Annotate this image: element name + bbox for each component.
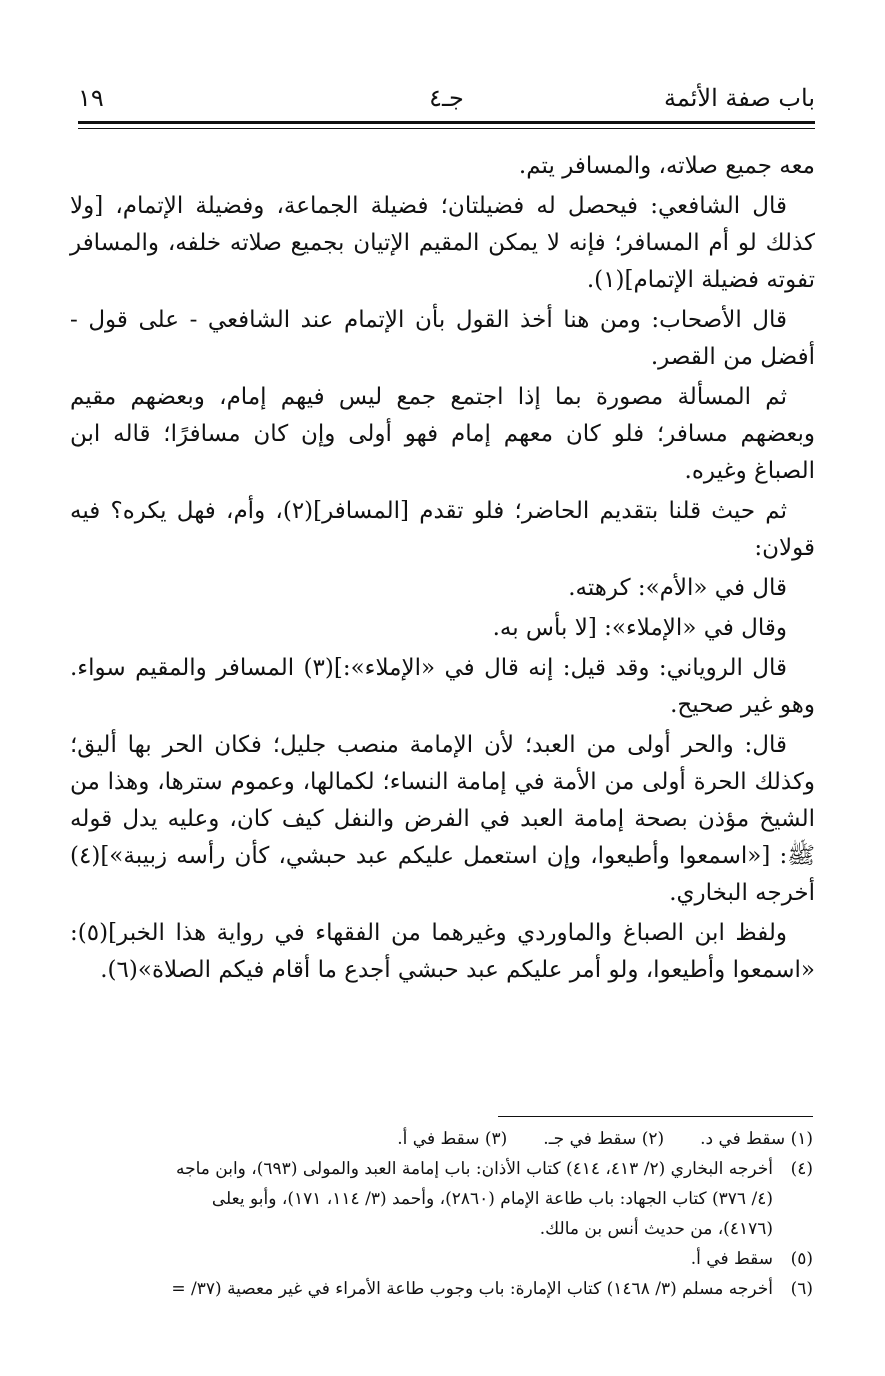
header-rule-thin [78, 128, 815, 129]
paragraph: قال: والحر أولى من العبد؛ لأن الإمامة منصب جليل؛ فكان الحر بها أليق؛ وكذلك الحرة أولى من الأمة في إمامة النساء؛ لكمالها، وعموم سترها، وهذا من الشيخ مؤذن بصحة إمامة العبد في الفرض والنفل كيف كان، وعليه يدل قوله ﷺ: [«اسمعوا وأطيعوا، وإن استعمل عليكم عبد حبشي، كأن رأسه زبيبة»](٤) أخرجه البخاري. [70, 732, 815, 906]
footnote-text: أخرجه البخاري (٢/ ٤١٣، ٤١٤) كتاب الأذان: باب إمامة العبد والمولى (٦٩٣)، وابن ماجه [175, 1159, 773, 1179]
paragraph: ثم حيث قلنا بتقديم الحاضر؛ فلو تقدم [المسافر](٢)، وأم، فهل يكره؟ فيه قولان: [70, 498, 815, 561]
footnote-2 [543, 1124, 664, 1154]
footnote-number: (٢) [641, 1129, 665, 1149]
paragraph: قال في «الأم»: كرهته. [568, 575, 787, 601]
paragraph: قال الشافعي: فيحصل له فضيلتان؛ فضيلة الجماعة، وفضيلة الإتمام، [ولا كذلك لو أم المسافر؛ فإنه لا يمكن المقيم الإتيان بجميع صلاته خلفه، والمسافر تفوته فضيلة الإتمام](١). [70, 193, 815, 293]
footnote-number: (٦) [790, 1279, 813, 1299]
footnotes [50, 1124, 813, 1304]
header-rule-thick [78, 121, 815, 124]
footnote-number: (٤) [790, 1159, 813, 1179]
paragraph: وقال في «الإملاء»: [لا بأس به. [492, 615, 787, 641]
footnote-row [50, 1124, 813, 1154]
main-text [70, 148, 815, 992]
paragraph: ولفظ ابن الصباغ والماوردي وغيرهما من الفقهاء في رواية هذا الخبر](٥): «اسمعوا وأطيعوا، ولو أمر عليكم عبد حبشي أجدع ما أقام فيكم الصلاة»(٦). [70, 920, 815, 983]
running-head [78, 84, 815, 120]
footnote-text: سقط في د. [700, 1129, 786, 1149]
chapter-title: باب صفة الأئمة [663, 84, 815, 112]
paragraph: ثم المسألة مصورة بما إذا اجتمع جمع ليس فيهم إمام، وبعضهم مقيم وبعضهم مسافر؛ فلو كان معهم إمام فهو أولى وإن كان مسافرًا؛ قاله ابن الصباغ وغيره. [70, 384, 815, 484]
footnote-6 [50, 1274, 813, 1304]
footnote-text: سقط في أ. [690, 1249, 773, 1269]
footnote-text: أخرجه مسلم (٣/ ١٤٦٨) كتاب الإمارة: باب وجوب طاعة الأمراء في غير معصية (٣٧/ = [171, 1279, 773, 1299]
footnote-text: (٤/ ٣٧٦) كتاب الجهاد: باب طاعة الإمام (٢٨٦٠)، وأحمد (٣/ ١١٤، ١٧١)، وأبو يعلى [211, 1189, 773, 1209]
footnote-number: (٥) [790, 1249, 813, 1269]
volume-label: جـ٤ [429, 84, 464, 112]
paragraph: معه جميع صلاته، والمسافر يتم. [518, 153, 815, 179]
footnote-text: (٤١٧٦)، من حديث أنس بن مالك. [539, 1219, 773, 1239]
paragraph: قال الأصحاب: ومن هنا أخذ القول بأن الإتمام عند الشافعي - على قول - أفضل من القصر. [70, 307, 815, 370]
footnote-text: سقط في أ. [397, 1129, 480, 1149]
page-number: ١٩ [78, 84, 104, 112]
footnote-3 [397, 1124, 507, 1154]
footnote-number: (٣) [484, 1129, 508, 1149]
footnote-1 [700, 1124, 813, 1154]
footnote-separator [498, 1116, 813, 1117]
paragraph: قال الروياني: وقد قيل: إنه قال في «الإملاء»:](٣) المسافر والمقيم سواء. وهو غير صحيح. [70, 655, 815, 718]
footnote-number: (١) [790, 1129, 813, 1149]
footnote-5 [50, 1244, 813, 1274]
footnote-4 [50, 1154, 813, 1184]
footnote-text: سقط في جـ. [543, 1129, 637, 1149]
